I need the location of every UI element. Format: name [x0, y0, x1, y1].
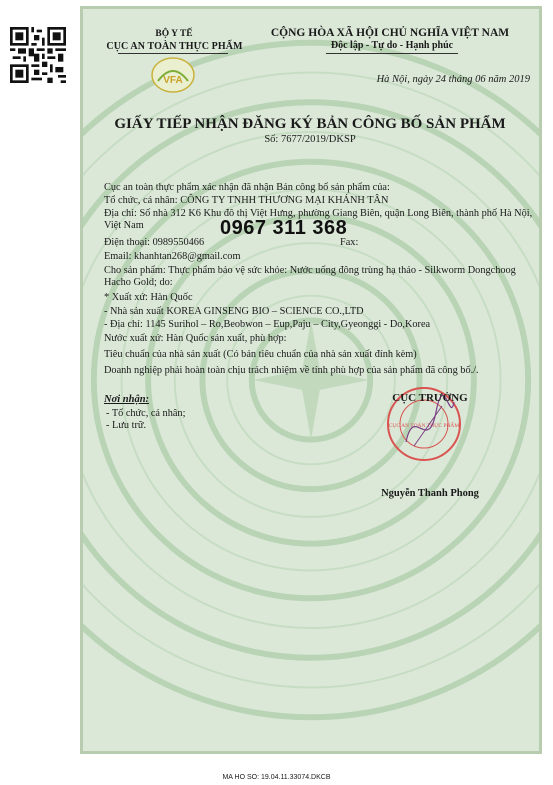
- document-title: GIẤY TIẾP NHẬN ĐĂNG KÝ BẢN CÔNG BỐ SẢN PHẨM: [114, 116, 506, 132]
- recipients-title: Nơi nhận:: [104, 394, 150, 405]
- seal-text: CỤC AN TOÀN THỰC PHẨM: [388, 423, 460, 429]
- manufacturer-text: - Nhà sản xuất KOREA GINSENG BIO – SCIENCE CO.,LTD: [104, 306, 364, 317]
- intro-text: Cục an toàn thực phẩm xác nhận đã nhận Bản công bố sản phẩm của:: [104, 182, 390, 193]
- standard-text: Tiêu chuẩn của nhà sản xuất (Có bản tiêu chuẩn của nhà sản xuất đính kèm): [104, 349, 417, 360]
- recipient-item: - Lưu trữ.: [106, 420, 147, 431]
- signer-title: CỤC TRƯỞNG: [392, 392, 468, 404]
- manufacturer-address-text: - Địa chỉ: 1145 Surihol – Ro,Beobwon – Eup,Paju – City,Gyeonggi - Do,Korea: [104, 319, 431, 330]
- dossier-code: MA HO SO: 19.04.11.33074.DKCB: [222, 774, 331, 781]
- responsibility-text: Doanh nghiệp phải hoàn toàn chịu trách nhiệm về tính phù hợp của sản phẩm đã công bố./.: [104, 365, 479, 376]
- address-text: Địa chỉ: Số nhà 312 K6 Khu đô thị Việt Hưng, phường Giang Biên, quận Long Biên, thành phố Hà Nội, Việt Nam: [104, 208, 533, 231]
- national-motto: Độc lập - Tự do - Hạnh phúc: [330, 40, 454, 51]
- email-text: Email: khanhtan268@gmail.com: [104, 251, 241, 262]
- product-text: Cho sản phẩm: Thực phẩm bảo vệ sức khỏe: Nước uống đông trùng hạ thảo - Silkworm Dongchoog Hacho Gold; do:: [104, 265, 516, 288]
- republic-name: CỘNG HÒA XÃ HỘI CHỦ NGHĨA VIỆT NAM: [270, 27, 510, 39]
- origin-text: * Xuất xứ: Hàn Quốc: [104, 292, 193, 303]
- motto-underline: [326, 53, 458, 54]
- organization-text: Tổ chức, cá nhân: CÔNG TY TNHH THƯƠNG MẠI KHÁNH TÂN: [104, 195, 389, 206]
- origin-country-text: Nước xuất xứ: Hàn Quốc sản xuất, phù hợp:: [104, 333, 287, 344]
- signer-name: Nguyễn Thanh Phong: [381, 488, 479, 499]
- phone-text: Điện thoại: 0989550466: [104, 237, 205, 248]
- fax-text: Fax:: [340, 237, 359, 248]
- overlay-phone-number: 0967 311 368: [220, 217, 348, 239]
- vfa-logo: [150, 55, 196, 95]
- ministry-name: BỘ Y TẾ: [155, 29, 193, 39]
- logo-text: VFA: [163, 75, 183, 86]
- qr-code-icon: [10, 27, 66, 83]
- agency-name: CỤC AN TOÀN THỰC PHẨM: [106, 41, 243, 52]
- document-number: Số: 7677/2019/DKSP: [264, 134, 356, 145]
- recipient-item: - Tổ chức, cá nhân;: [106, 408, 186, 419]
- issue-date: Hà Nội, ngày 24 tháng 06 năm 2019: [376, 74, 530, 85]
- agency-underline: [118, 53, 228, 54]
